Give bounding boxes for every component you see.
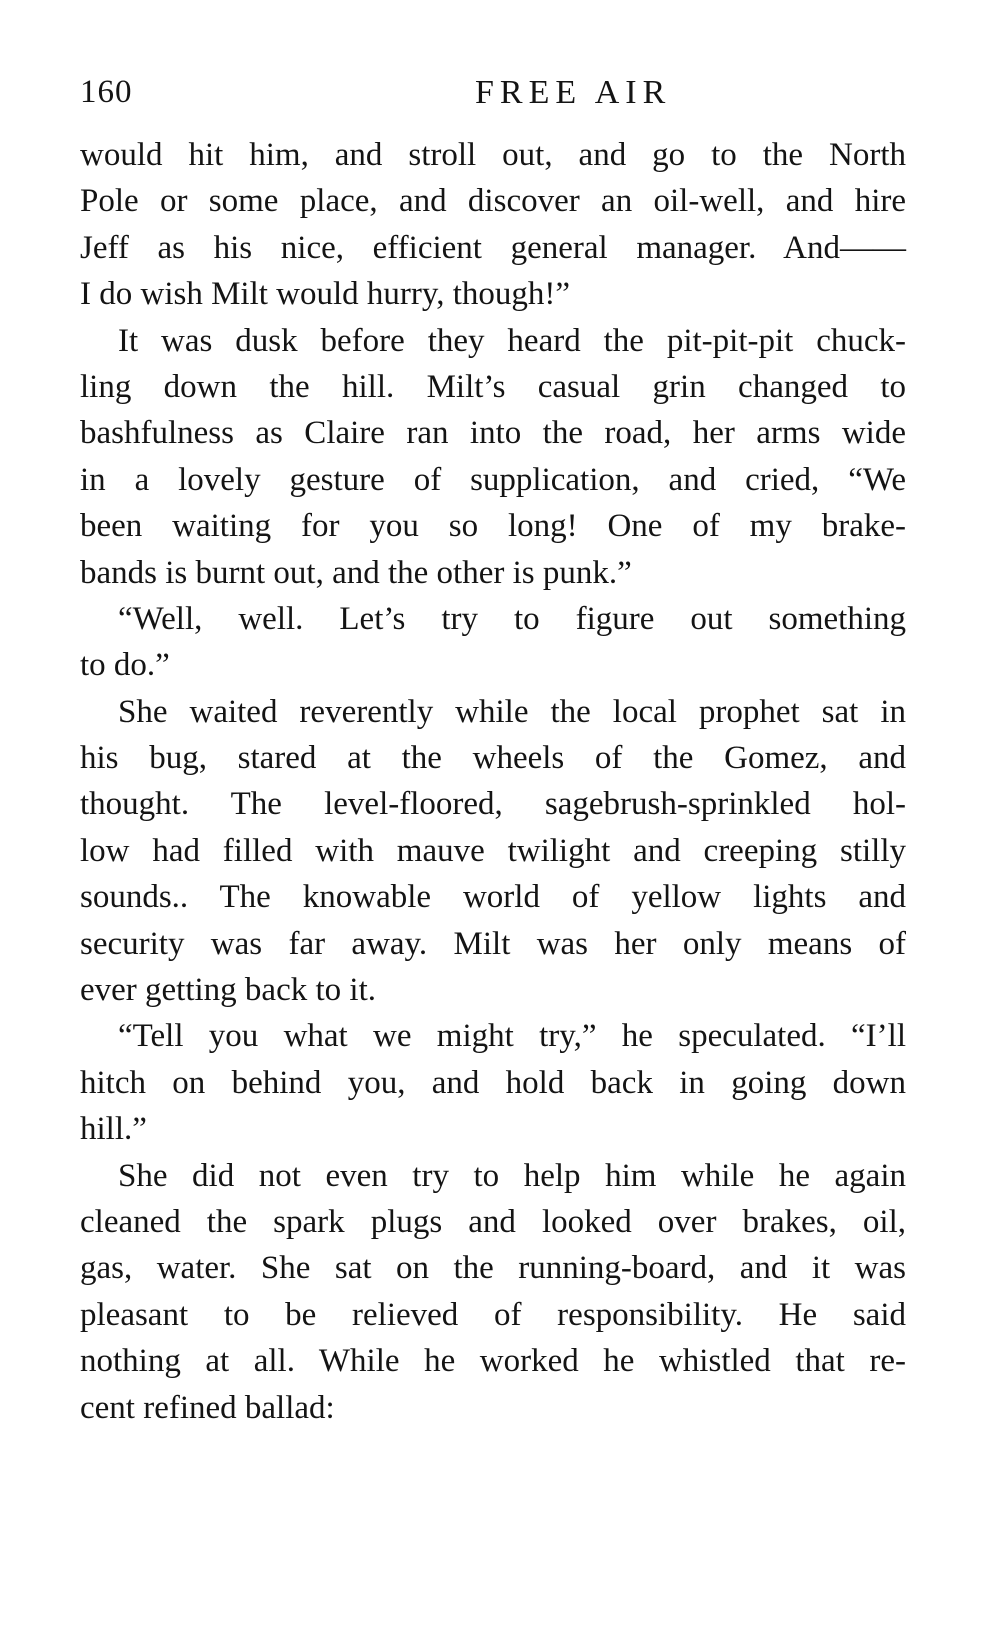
text-line: gas, water. She sat on the running-board, and it was bbox=[80, 1250, 906, 1287]
text-line: to do.” bbox=[80, 647, 170, 684]
text-line: ever getting back to it. bbox=[80, 972, 376, 1009]
text-line: It was dusk before they heard the pit-pit-pit chuck- bbox=[118, 322, 906, 359]
text-line: “Tell you what we might try,” he speculated. “I’ll bbox=[118, 1018, 906, 1055]
text-line: sounds.. The knowable world of yellow lights and bbox=[80, 879, 906, 916]
text-line: security was far away. Milt was her only means of bbox=[80, 925, 906, 962]
text-line: Jeff as his nice, efficient general manager. And—— bbox=[80, 229, 906, 266]
text-line: pleasant to be relieved of responsibility. He said bbox=[80, 1296, 906, 1333]
text-line: She waited reverently while the local prophet sat in bbox=[118, 693, 906, 730]
page-header bbox=[80, 66, 920, 126]
text-line: Pole or some place, and discover an oil-well, and hire bbox=[80, 183, 906, 220]
text-line: been waiting for you so long! One of my brake- bbox=[80, 508, 906, 545]
text-line: thought. The level-floored, sagebrush-sprinkled hol- bbox=[80, 786, 906, 823]
text-line: I do wish Milt would hurry, though!” bbox=[80, 276, 571, 313]
text-line: in a lovely gesture of supplication, and cried, “We bbox=[80, 461, 906, 498]
text-line: “Well, well. Let’s try to figure out something bbox=[118, 600, 906, 637]
text-line: She did not even try to help him while he again bbox=[118, 1157, 906, 1194]
text-line: bashfulness as Claire ran into the road, her arms wide bbox=[80, 415, 906, 452]
running-title: FREE AIR bbox=[475, 74, 672, 111]
text-line: would hit him, and stroll out, and go to the North bbox=[80, 137, 906, 173]
text-line: cent refined ballad: bbox=[80, 1389, 335, 1426]
text-line: nothing at all. While he worked he whistled that re- bbox=[80, 1343, 906, 1380]
text-line: cleaned the spark plugs and looked over brakes, oil, bbox=[80, 1203, 906, 1240]
text-line: hitch on behind you, and hold back in going down bbox=[80, 1064, 906, 1101]
body-text bbox=[80, 132, 906, 1431]
text-line: low had filled with mauve twilight and creeping stilly bbox=[80, 832, 906, 869]
text-line: hill.” bbox=[80, 1111, 147, 1148]
text-line: ling down the hill. Milt’s casual grin changed to bbox=[80, 368, 906, 405]
page-number: 160 bbox=[80, 74, 133, 110]
text-line: his bug, stared at the wheels of the Gomez, and bbox=[80, 740, 906, 777]
text-line: bands is burnt out, and the other is punk.” bbox=[80, 554, 632, 591]
